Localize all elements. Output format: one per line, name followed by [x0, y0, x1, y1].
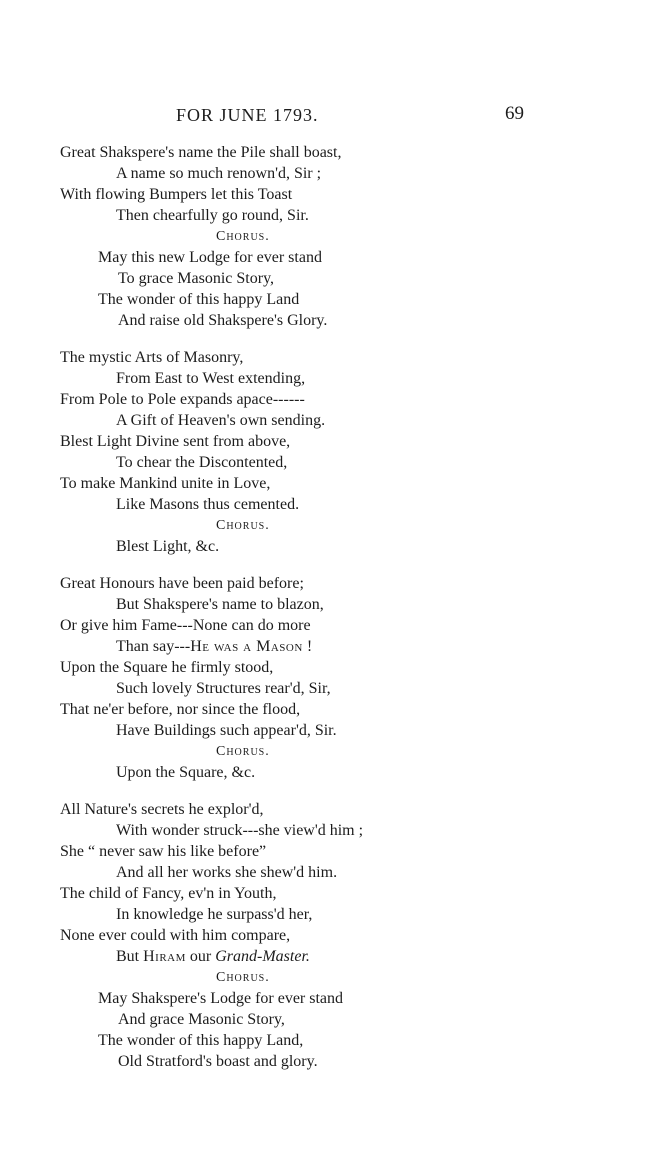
verse-line: Have Buildings such appear'd, Sir.	[116, 722, 337, 739]
chorus-line: Old Stratford's boast and glory.	[118, 1053, 318, 1070]
chorus-heading: Chorus.	[216, 970, 270, 985]
chorus-reference: Blest Light, &c.	[116, 538, 220, 555]
italic-text: Grand-Master.	[215, 948, 310, 965]
verse-line: To chear the Discontented,	[116, 454, 288, 471]
verse-line: Such lovely Structures rear'd, Sir,	[116, 680, 331, 697]
chorus-line: May Shakspere's Lodge for ever stand	[98, 990, 344, 1007]
verse-line: Great Shakspere's name the Pile shall boast,	[60, 144, 342, 161]
verse-line	[60, 946, 620, 967]
chorus-line	[60, 536, 620, 557]
small-caps-text: Hiram	[143, 948, 186, 965]
chorus-line	[60, 762, 620, 783]
verse-text: our	[185, 948, 216, 965]
verse-line: She “ never saw his like before”	[60, 843, 267, 860]
verse-line: With wonder struck---she view'd him ;	[116, 822, 364, 839]
verse-line: Upon the Square he firmly stood,	[60, 659, 274, 676]
verse-line: A name so much renown'd, Sir ;	[116, 165, 322, 182]
verse-line: Or give him Fame---None can do more	[60, 617, 311, 634]
verse-line: From Pole to Pole expands apace------	[60, 391, 305, 408]
verse-line	[60, 636, 620, 657]
chorus-line: The wonder of this happy Land	[98, 291, 300, 308]
verse-line: With flowing Bumpers let this Toast	[60, 186, 293, 203]
verse-line: Blest Light Divine sent from above,	[60, 433, 291, 450]
verse-line: None ever could with him compare,	[60, 927, 291, 944]
chorus-line: May this new Lodge for ever stand	[98, 249, 322, 266]
poem-body	[60, 142, 620, 1072]
chorus-heading: Chorus.	[216, 229, 270, 244]
verse-line: But Shakspere's name to blazon,	[116, 596, 324, 613]
verse-line: The child of Fancy, ev'n in Youth,	[60, 885, 277, 902]
verse-text: But	[116, 948, 144, 965]
verse-line: That ne'er before, nor since the flood,	[60, 701, 301, 718]
verse-line: In knowledge he surpass'd her,	[116, 906, 313, 923]
chorus-reference: Upon the Square, &c.	[116, 764, 256, 781]
chorus-line: And raise old Shakspere's Glory.	[118, 312, 328, 329]
chorus-heading: Chorus.	[216, 744, 270, 759]
chorus-line: To grace Masonic Story,	[118, 270, 275, 287]
running-header: FOR JUNE 1793.	[176, 105, 319, 125]
chorus-line: The wonder of this happy Land,	[98, 1032, 304, 1049]
verse-line: Like Masons thus cemented.	[116, 496, 300, 513]
verse-line: And all her works she shew'd him.	[116, 864, 338, 881]
verse-line: Great Honours have been paid before;	[60, 575, 304, 592]
page-number: 69	[505, 103, 524, 124]
verse-text: !	[302, 638, 313, 655]
verse-line: All Nature's secrets he explor'd,	[60, 801, 264, 818]
chorus-line: And grace Masonic Story,	[118, 1011, 285, 1028]
verse-line: A Gift of Heaven's own sending.	[116, 412, 326, 429]
chorus-heading: Chorus.	[216, 518, 270, 533]
verse-line: Then chearfully go round, Sir.	[116, 207, 309, 224]
verse-text: Than say---	[116, 638, 191, 655]
verse-line: To make Mankind unite in Love,	[60, 475, 271, 492]
small-caps-text: He was a Mason	[190, 638, 303, 655]
verse-line: The mystic Arts of Masonry,	[60, 349, 244, 366]
verse-line: From East to West extending,	[116, 370, 306, 387]
